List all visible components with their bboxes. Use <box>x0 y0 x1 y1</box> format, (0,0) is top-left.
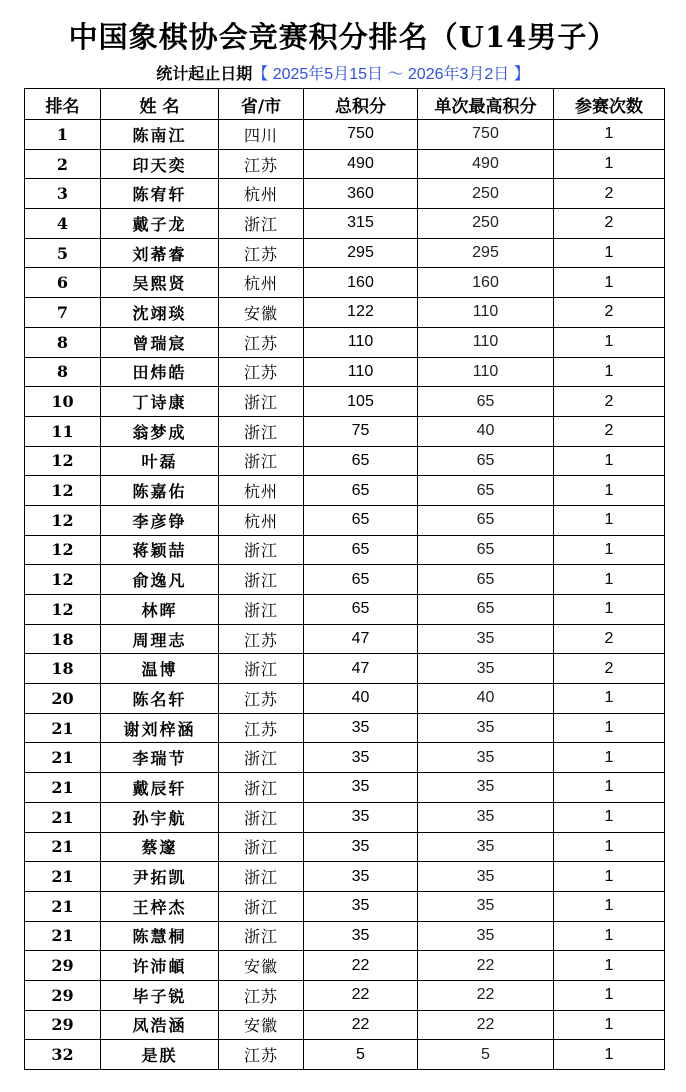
cell-participation-count: 1 <box>554 120 665 150</box>
cell-total-points: 35 <box>304 802 418 832</box>
cell-max-single-points: 65 <box>418 476 554 506</box>
cell-rank: 18 <box>25 654 101 684</box>
cell-province: 浙江 <box>219 209 304 239</box>
cell-max-single-points: 35 <box>418 921 554 951</box>
cell-name: 陈慧桐 <box>101 921 219 951</box>
cell-participation-count: 2 <box>554 387 665 417</box>
table-row <box>25 476 665 506</box>
cell-participation-count: 1 <box>554 149 665 179</box>
cell-province: 安徽 <box>219 298 304 328</box>
table-row <box>25 535 665 565</box>
cell-max-single-points: 35 <box>418 654 554 684</box>
table-row <box>25 951 665 981</box>
cell-name: 印天奕 <box>101 149 219 179</box>
cell-total-points: 65 <box>304 446 418 476</box>
cell-participation-count: 1 <box>554 832 665 862</box>
cell-province: 浙江 <box>219 802 304 832</box>
cell-rank: 12 <box>25 505 101 535</box>
cell-province: 江苏 <box>219 684 304 714</box>
header-max-single-points: 单次最高积分 <box>418 89 554 120</box>
cell-name: 陈南江 <box>101 120 219 150</box>
cell-name: 蒋颖喆 <box>101 535 219 565</box>
cell-participation-count: 1 <box>554 476 665 506</box>
cell-name: 陈宥轩 <box>101 179 219 209</box>
cell-participation-count: 1 <box>554 980 665 1010</box>
cell-name: 谢刘梓涵 <box>101 713 219 743</box>
cell-participation-count: 1 <box>554 891 665 921</box>
table-row <box>25 891 665 921</box>
cell-rank: 3 <box>25 179 101 209</box>
cell-max-single-points: 65 <box>418 535 554 565</box>
cell-total-points: 315 <box>304 209 418 239</box>
cell-province: 四川 <box>219 120 304 150</box>
cell-participation-count: 1 <box>554 595 665 625</box>
cell-rank: 32 <box>25 1040 101 1070</box>
cell-total-points: 122 <box>304 298 418 328</box>
table-row <box>25 1010 665 1040</box>
cell-province: 浙江 <box>219 862 304 892</box>
cell-total-points: 750 <box>304 120 418 150</box>
cell-rank: 12 <box>25 476 101 506</box>
table-row <box>25 565 665 595</box>
cell-participation-count: 1 <box>554 1040 665 1070</box>
cell-rank: 12 <box>25 446 101 476</box>
cell-rank: 1 <box>25 120 101 150</box>
cell-total-points: 35 <box>304 921 418 951</box>
table-row <box>25 238 665 268</box>
cell-province: 杭州 <box>219 476 304 506</box>
date-range-line <box>0 60 686 88</box>
table-row <box>25 446 665 476</box>
cell-max-single-points: 35 <box>418 832 554 862</box>
table-row <box>25 654 665 684</box>
cell-rank: 12 <box>25 535 101 565</box>
header-total-points: 总积分 <box>304 89 418 120</box>
cell-max-single-points: 65 <box>418 595 554 625</box>
table-row <box>25 416 665 446</box>
cell-max-single-points: 5 <box>418 1040 554 1070</box>
cell-province: 浙江 <box>219 565 304 595</box>
table-row <box>25 1040 665 1070</box>
table-row <box>25 268 665 298</box>
cell-max-single-points: 750 <box>418 120 554 150</box>
cell-rank: 12 <box>25 595 101 625</box>
cell-name: 戴辰轩 <box>101 773 219 803</box>
cell-total-points: 35 <box>304 743 418 773</box>
cell-participation-count: 2 <box>554 298 665 328</box>
cell-total-points: 35 <box>304 773 418 803</box>
cell-province: 浙江 <box>219 387 304 417</box>
cell-province: 江苏 <box>219 1040 304 1070</box>
cell-total-points: 22 <box>304 980 418 1010</box>
cell-total-points: 5 <box>304 1040 418 1070</box>
cell-participation-count: 2 <box>554 416 665 446</box>
cell-province: 江苏 <box>219 327 304 357</box>
cell-rank: 29 <box>25 951 101 981</box>
ranking-table <box>24 88 665 1070</box>
cell-max-single-points: 65 <box>418 565 554 595</box>
cell-name: 戴子龙 <box>101 209 219 239</box>
cell-total-points: 65 <box>304 505 418 535</box>
cell-rank: 10 <box>25 387 101 417</box>
table-row <box>25 832 665 862</box>
header-participation-count: 参赛次数 <box>554 89 665 120</box>
cell-rank: 20 <box>25 684 101 714</box>
cell-total-points: 110 <box>304 357 418 387</box>
date-range-label: 统计起止日期 <box>156 64 253 83</box>
table-row <box>25 684 665 714</box>
table-row <box>25 120 665 150</box>
cell-rank: 21 <box>25 802 101 832</box>
cell-rank: 21 <box>25 862 101 892</box>
cell-total-points: 65 <box>304 476 418 506</box>
table-row <box>25 862 665 892</box>
cell-name: 李彦铮 <box>101 505 219 535</box>
cell-name: 尹拓凯 <box>101 862 219 892</box>
cell-rank: 4 <box>25 209 101 239</box>
cell-rank: 8 <box>25 357 101 387</box>
cell-rank: 12 <box>25 565 101 595</box>
cell-name: 丁诗康 <box>101 387 219 417</box>
table-row <box>25 179 665 209</box>
cell-max-single-points: 110 <box>418 327 554 357</box>
cell-name: 吴熙贤 <box>101 268 219 298</box>
cell-total-points: 35 <box>304 713 418 743</box>
cell-participation-count: 1 <box>554 446 665 476</box>
cell-participation-count: 1 <box>554 1010 665 1040</box>
cell-total-points: 40 <box>304 684 418 714</box>
cell-max-single-points: 65 <box>418 387 554 417</box>
cell-rank: 29 <box>25 1010 101 1040</box>
cell-participation-count: 2 <box>554 624 665 654</box>
cell-name: 田炜皓 <box>101 357 219 387</box>
cell-participation-count: 1 <box>554 713 665 743</box>
cell-participation-count: 1 <box>554 535 665 565</box>
cell-province: 浙江 <box>219 535 304 565</box>
cell-province: 江苏 <box>219 624 304 654</box>
table-row <box>25 773 665 803</box>
cell-participation-count: 1 <box>554 743 665 773</box>
table-row <box>25 713 665 743</box>
cell-max-single-points: 35 <box>418 773 554 803</box>
cell-participation-count: 1 <box>554 773 665 803</box>
cell-name: 翁梦成 <box>101 416 219 446</box>
cell-name: 周理志 <box>101 624 219 654</box>
cell-province: 浙江 <box>219 891 304 921</box>
cell-participation-count: 2 <box>554 654 665 684</box>
cell-total-points: 490 <box>304 149 418 179</box>
cell-rank: 21 <box>25 773 101 803</box>
cell-province: 浙江 <box>219 654 304 684</box>
cell-max-single-points: 110 <box>418 298 554 328</box>
table-row <box>25 980 665 1010</box>
cell-max-single-points: 35 <box>418 743 554 773</box>
cell-max-single-points: 35 <box>418 713 554 743</box>
cell-participation-count: 1 <box>554 951 665 981</box>
cell-max-single-points: 110 <box>418 357 554 387</box>
cell-participation-count: 1 <box>554 802 665 832</box>
cell-participation-count: 2 <box>554 179 665 209</box>
table-row <box>25 921 665 951</box>
cell-province: 杭州 <box>219 179 304 209</box>
cell-rank: 2 <box>25 149 101 179</box>
cell-name: 叶磊 <box>101 446 219 476</box>
cell-province: 安徽 <box>219 1010 304 1040</box>
cell-total-points: 47 <box>304 654 418 684</box>
cell-participation-count: 1 <box>554 684 665 714</box>
cell-name: 温博 <box>101 654 219 684</box>
cell-participation-count: 2 <box>554 209 665 239</box>
cell-name: 陈名轩 <box>101 684 219 714</box>
cell-max-single-points: 65 <box>418 505 554 535</box>
cell-total-points: 160 <box>304 268 418 298</box>
cell-rank: 18 <box>25 624 101 654</box>
cell-max-single-points: 35 <box>418 624 554 654</box>
cell-total-points: 360 <box>304 179 418 209</box>
cell-max-single-points: 160 <box>418 268 554 298</box>
cell-participation-count: 1 <box>554 357 665 387</box>
table-row <box>25 327 665 357</box>
cell-name: 曾瑞宸 <box>101 327 219 357</box>
cell-participation-count: 1 <box>554 268 665 298</box>
cell-rank: 11 <box>25 416 101 446</box>
table-row <box>25 357 665 387</box>
cell-name: 是朕 <box>101 1040 219 1070</box>
cell-province: 安徽 <box>219 951 304 981</box>
cell-max-single-points: 250 <box>418 209 554 239</box>
cell-max-single-points: 250 <box>418 179 554 209</box>
cell-name: 孙宇航 <box>101 802 219 832</box>
cell-max-single-points: 22 <box>418 951 554 981</box>
header-rank: 排名 <box>25 89 101 120</box>
cell-province: 浙江 <box>219 446 304 476</box>
cell-name: 俞逸凡 <box>101 565 219 595</box>
cell-max-single-points: 22 <box>418 980 554 1010</box>
cell-total-points: 35 <box>304 832 418 862</box>
cell-participation-count: 1 <box>554 565 665 595</box>
cell-rank: 21 <box>25 832 101 862</box>
cell-name: 李瑞节 <box>101 743 219 773</box>
table-row <box>25 209 665 239</box>
cell-province: 江苏 <box>219 980 304 1010</box>
table-row <box>25 802 665 832</box>
cell-participation-count: 1 <box>554 921 665 951</box>
cell-name: 陈嘉佑 <box>101 476 219 506</box>
cell-rank: 21 <box>25 921 101 951</box>
cell-max-single-points: 295 <box>418 238 554 268</box>
page-title: 中国象棋协会竞赛积分排名（U14男子） <box>68 20 618 54</box>
cell-total-points: 65 <box>304 595 418 625</box>
cell-province: 杭州 <box>219 505 304 535</box>
cell-max-single-points: 40 <box>418 684 554 714</box>
cell-total-points: 47 <box>304 624 418 654</box>
cell-participation-count: 1 <box>554 862 665 892</box>
cell-province: 浙江 <box>219 773 304 803</box>
cell-province: 江苏 <box>219 357 304 387</box>
cell-total-points: 22 <box>304 1010 418 1040</box>
cell-max-single-points: 35 <box>418 802 554 832</box>
cell-province: 浙江 <box>219 416 304 446</box>
cell-total-points: 22 <box>304 951 418 981</box>
cell-name: 刘莃睿 <box>101 238 219 268</box>
table-row <box>25 387 665 417</box>
cell-rank: 7 <box>25 298 101 328</box>
cell-province: 浙江 <box>219 595 304 625</box>
cell-province: 江苏 <box>219 238 304 268</box>
cell-total-points: 65 <box>304 565 418 595</box>
cell-province: 浙江 <box>219 832 304 862</box>
date-range-value: 【 2025年5月15日 ～ 2026年3月2日 】 <box>252 66 530 83</box>
cell-rank: 21 <box>25 891 101 921</box>
cell-max-single-points: 65 <box>418 446 554 476</box>
cell-province: 江苏 <box>219 713 304 743</box>
cell-participation-count: 1 <box>554 238 665 268</box>
table-row <box>25 505 665 535</box>
cell-rank: 21 <box>25 743 101 773</box>
cell-name: 凤浩涵 <box>101 1010 219 1040</box>
table-row <box>25 149 665 179</box>
cell-rank: 21 <box>25 713 101 743</box>
header-name: 姓 名 <box>101 89 219 120</box>
cell-max-single-points: 35 <box>418 862 554 892</box>
table-header-row <box>25 89 665 120</box>
cell-province: 杭州 <box>219 268 304 298</box>
table-row <box>25 595 665 625</box>
cell-max-single-points: 35 <box>418 891 554 921</box>
cell-rank: 6 <box>25 268 101 298</box>
cell-total-points: 35 <box>304 862 418 892</box>
cell-name: 林晖 <box>101 595 219 625</box>
cell-rank: 29 <box>25 980 101 1010</box>
cell-name: 许沛頔 <box>101 951 219 981</box>
cell-total-points: 295 <box>304 238 418 268</box>
table-row <box>25 298 665 328</box>
table-row <box>25 743 665 773</box>
cell-participation-count: 1 <box>554 327 665 357</box>
cell-total-points: 110 <box>304 327 418 357</box>
cell-total-points: 65 <box>304 535 418 565</box>
cell-max-single-points: 490 <box>418 149 554 179</box>
cell-total-points: 75 <box>304 416 418 446</box>
cell-province: 浙江 <box>219 921 304 951</box>
cell-name: 毕子锐 <box>101 980 219 1010</box>
cell-province: 江苏 <box>219 149 304 179</box>
cell-max-single-points: 22 <box>418 1010 554 1040</box>
table-row <box>25 624 665 654</box>
cell-province: 浙江 <box>219 743 304 773</box>
cell-max-single-points: 40 <box>418 416 554 446</box>
cell-total-points: 35 <box>304 891 418 921</box>
cell-name: 蔡邃 <box>101 832 219 862</box>
cell-name: 王梓杰 <box>101 891 219 921</box>
cell-rank: 8 <box>25 327 101 357</box>
cell-name: 沈翊琰 <box>101 298 219 328</box>
cell-participation-count: 1 <box>554 505 665 535</box>
cell-rank: 5 <box>25 238 101 268</box>
header-province: 省/市 <box>219 89 304 120</box>
cell-total-points: 105 <box>304 387 418 417</box>
